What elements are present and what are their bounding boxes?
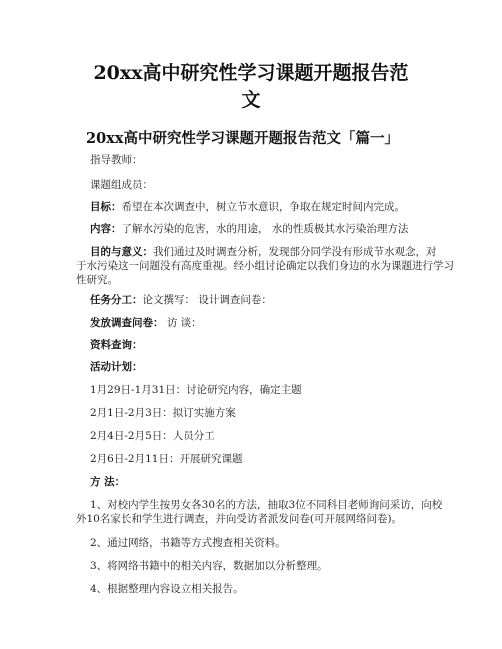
tasks-text: 论文撰写： 设计调查问卷： (142, 294, 272, 306)
content-paragraph (90, 222, 470, 236)
tasks-paragraph (90, 293, 470, 307)
purpose-label: 目的与意义： (90, 246, 153, 258)
survey-text: 访 谈： (163, 317, 202, 329)
materials-label: 资料查询： (90, 339, 143, 351)
plan-item-1: 1月29日-1月31日：讨论研究内容，确定主题 (90, 384, 302, 396)
goal-text: 希望在本次调查中，树立节水意识，争取在规定时间内完成。 (121, 201, 405, 213)
goal-paragraph (90, 200, 470, 214)
goal-label: 目标： (90, 201, 122, 213)
advisor-line: 指导教师： (90, 154, 143, 166)
method-item-1-line-1: 1、对校内学生按男女各30名的方法，抽取3位不同科目老师询问采访，向校 (90, 499, 443, 511)
method-item-3: 3、将网络书籍中的相关内容，数据加以分析整理。 (90, 560, 328, 572)
plan-item-4: 2月6日-2月11日：开展研究课题 (90, 453, 243, 465)
method-item-4: 4、根据整理内容设立相关报告。 (90, 583, 244, 595)
method-item-1-line-2: 外10名家长和学生进行调查，并向受访者派发问卷(可开展网络问卷)。 (76, 513, 403, 525)
method-item-1 (76, 498, 470, 526)
plan-item-2: 2月1日-2月3日：拟订实施方案 (90, 407, 236, 419)
survey-paragraph (90, 316, 470, 330)
document-title (40, 60, 462, 114)
method-label: 方 法： (90, 476, 126, 488)
section-heading: 20xx高中研究性学习课题开题报告范文「篇一」 (86, 130, 399, 147)
tasks-label: 任务分工： (90, 294, 143, 306)
document-title-line-1: 20xx高中研究性学习课题开题报告范 (93, 62, 409, 84)
purpose-text-2: 于水污染这一问题没有高度重视。经小组讨论确定以我们身边的水为课题进行学习 (76, 260, 454, 272)
purpose-text-1: 我们通过及时调查分析，发现部分同学没有形成节水观念，对 (153, 246, 437, 258)
content-label: 内容： (90, 223, 122, 235)
content-text: 了解水污染的危害，水的用途， 水的性质极其水污染治理方法 (121, 223, 409, 235)
plan-label: 活动计划： (90, 361, 143, 373)
purpose-text-3: 性研究。 (76, 274, 118, 286)
survey-label: 发放调查问卷： (90, 317, 164, 329)
purpose-paragraph (76, 245, 470, 287)
members-line: 课题组成员： (90, 179, 153, 191)
plan-item-3: 2月4日-2月5日：人员分工 (90, 430, 215, 442)
document-title-line-2: 文 (241, 89, 261, 111)
method-item-2: 2、通过网络，书籍等方式搜查相关资料。 (90, 537, 286, 549)
